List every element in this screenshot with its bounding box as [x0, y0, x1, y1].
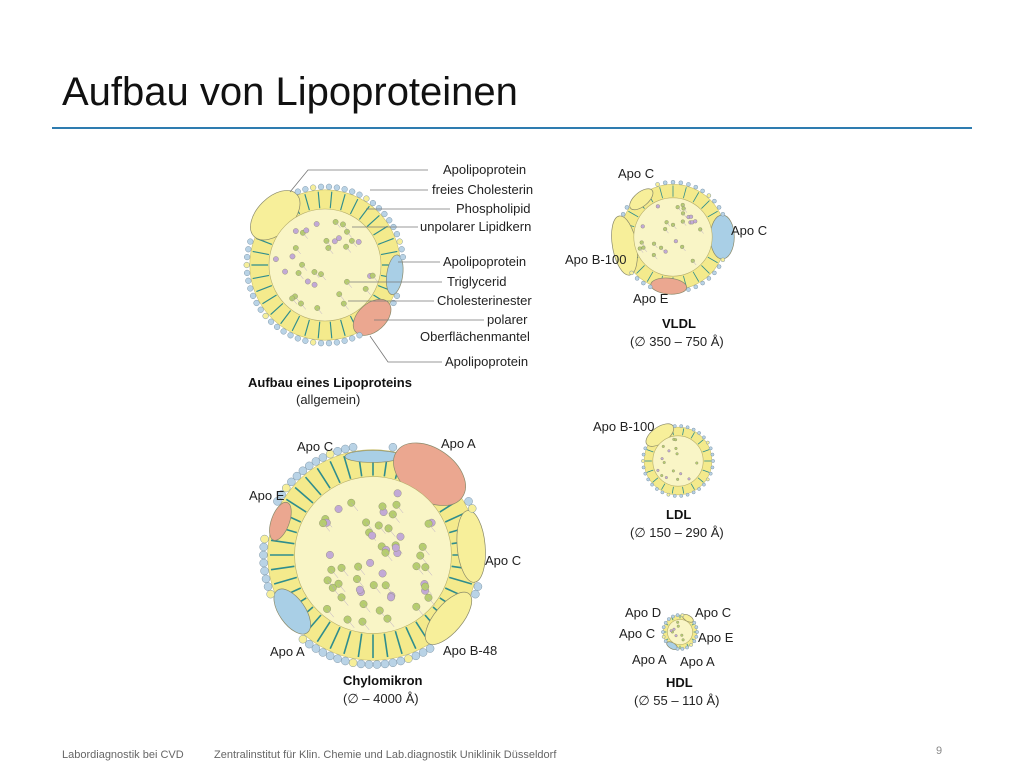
phospholipid-head	[386, 217, 392, 223]
phospholipid-head	[334, 655, 342, 663]
phospholipid-head	[263, 313, 269, 319]
phospholipid-head	[717, 205, 721, 209]
cholesterol-ester-dot	[304, 228, 309, 233]
phospholipid-head	[373, 661, 381, 669]
phospholipid-head	[326, 340, 332, 346]
triglycerid-dot	[326, 245, 331, 250]
phospholipid-head	[244, 270, 250, 276]
phospholipid-head	[694, 285, 698, 289]
phospholipid-head	[686, 426, 689, 429]
phospholipid-head	[318, 184, 324, 190]
phospholipid-head	[712, 271, 716, 275]
phospholipid-head	[250, 293, 256, 299]
phospholipid-head	[690, 643, 693, 646]
lipid-core	[269, 209, 381, 321]
phospholipid-head	[621, 212, 625, 216]
chylo-label-apo-e: Apo E	[249, 488, 285, 503]
cholesterol-ester-dot	[670, 629, 673, 632]
phospholipid-head	[671, 180, 675, 184]
phospholipid-head	[281, 329, 287, 335]
cholesterol-ester-dot	[661, 457, 664, 460]
vldl-label-apo-c-right: Apo C	[731, 223, 768, 238]
general-caption: Aufbau eines Lipoproteins	[248, 375, 412, 390]
phospholipid-head	[334, 340, 340, 346]
triglycerid-dot	[663, 461, 666, 464]
cholesterol-ester-dot	[366, 559, 373, 566]
general-lipoprotein-particle	[241, 181, 405, 346]
phospholipid-head	[254, 300, 260, 306]
cholesterol-ester-dot	[679, 472, 682, 475]
cholesterol-ester-dot	[326, 551, 333, 558]
phospholipid-head	[245, 246, 251, 252]
phospholipid-head	[365, 661, 373, 669]
phospholipid-head	[673, 425, 676, 428]
phospholipid-head	[693, 621, 696, 624]
phospholipid-head	[698, 431, 701, 434]
phospholipid-head	[397, 657, 405, 665]
phospholipid-head	[303, 186, 309, 192]
phospholipid-head	[702, 483, 705, 486]
phospholipid-head	[680, 494, 683, 497]
footer-center: Zentralinstitut für Klin. Chemie und Lab.diagnostik Uniklinik Düsseldorf	[214, 749, 557, 761]
cholesterol-ester-dot	[305, 279, 310, 284]
phospholipid-head	[635, 276, 639, 280]
phospholipid-head	[630, 271, 634, 275]
phospholipid-head	[262, 575, 270, 583]
cholesterol-ester-dot	[368, 532, 375, 539]
phospholipid-head	[662, 635, 665, 638]
lipid-core	[634, 198, 712, 276]
hdl-label-apo-e: Apo E	[698, 630, 734, 645]
phospholipid-head	[404, 655, 412, 663]
phospholipid-head	[655, 487, 658, 490]
vldl-size: (∅ 350 – 750 Å)	[630, 334, 724, 349]
phospholipid-head	[474, 583, 482, 591]
page-number: 9	[936, 745, 943, 757]
slide-title: Aufbau von Lipoproteinen	[62, 70, 518, 114]
phospholipid-head	[319, 648, 327, 656]
phospholipid-head	[701, 189, 705, 193]
phospholipid-head	[349, 189, 355, 195]
phospholipid-head	[260, 543, 268, 551]
label-phospholipid: Phospholipid	[456, 201, 531, 216]
phospholipid-head	[695, 626, 698, 629]
phospholipid-head	[681, 647, 684, 650]
triglycerid-dot	[695, 462, 698, 465]
phospholipid-head	[701, 281, 705, 285]
cholesterol-ester-dot	[282, 269, 287, 274]
triglycerid-dot	[333, 219, 338, 224]
phospholipid-head	[679, 181, 683, 185]
phospholipid-head	[295, 189, 301, 195]
phospholipid-head	[268, 319, 274, 325]
ldl-label-apo-b100: Apo B-100	[593, 419, 655, 434]
vldl-label-apo-b100: Apo B-100	[565, 252, 627, 267]
phospholipid-head	[681, 614, 684, 617]
cholesterol-ester-dot	[392, 544, 399, 551]
triglycerid-dot	[672, 470, 675, 473]
hdl-caption: HDL	[666, 675, 693, 690]
cholesterol-ester-dot	[293, 228, 298, 233]
phospholipid-head	[644, 472, 647, 475]
phospholipid-head	[349, 659, 357, 667]
phospholipid-head	[692, 491, 695, 494]
general-subcaption: (allgemein)	[296, 392, 361, 407]
hdl-label-apo-a-br: Apo A	[680, 654, 715, 669]
phospholipid-head	[426, 645, 434, 653]
chylo-caption: Chylomikron	[343, 673, 423, 688]
triglycerid-dot	[675, 447, 678, 450]
cholesterol-ester-dot	[397, 533, 404, 540]
phospholipid-head	[259, 551, 267, 559]
phospholipid-head	[648, 285, 652, 289]
cholesterol-ester-dot	[290, 254, 295, 259]
cholesterol-ester-dot	[379, 570, 386, 577]
phospholipid-head	[274, 324, 280, 330]
phospholipid-head	[399, 246, 405, 252]
apolipoprotein-shape	[345, 450, 401, 462]
phospholipid-head	[686, 288, 690, 292]
phospholipid-head	[671, 615, 674, 618]
cholesterol-ester-dot	[675, 634, 678, 637]
cholesterol-ester-dot	[356, 239, 361, 244]
phospholipid-head	[661, 491, 664, 494]
phospholipid-head	[706, 441, 709, 444]
phospholipid-head	[334, 185, 340, 191]
phospholipid-head	[721, 258, 725, 262]
phospholipid-head	[702, 436, 705, 439]
cholesterol-ester-dot	[641, 224, 645, 228]
phospholipid-head	[326, 652, 334, 660]
phospholipid-head	[692, 428, 695, 431]
cholesterol-ester-dot	[693, 219, 697, 223]
triglycerid-dot	[662, 445, 665, 448]
lipid-core	[295, 477, 452, 634]
cholesterol-ester-dot	[674, 239, 678, 243]
phospholipid-head	[465, 497, 473, 505]
phospholipid-head	[245, 278, 251, 284]
phospholipid-head	[641, 281, 645, 285]
triglycerid-dot	[676, 452, 679, 455]
phospholipid-head	[642, 453, 645, 456]
vldl-particle	[607, 180, 734, 295]
label-apolipoprotein-3: Apolipoprotein	[445, 354, 529, 369]
phospholipid-head	[686, 182, 690, 186]
phospholipid-head	[707, 194, 711, 198]
phospholipid-head	[400, 254, 406, 260]
chylo-size: (∅ – 4000 Å)	[343, 691, 419, 706]
phospholipid-head	[349, 443, 357, 451]
phospholipid-head	[664, 640, 667, 643]
cholesterol-ester-dot	[689, 215, 693, 219]
phospholipid-head	[258, 307, 264, 313]
label-lipid-core: unpolarer Lipidkern	[420, 219, 532, 234]
chylo-label-apo-c-top: Apo C	[297, 439, 334, 454]
cholesterol-ester-dot	[688, 478, 691, 481]
phospholipid-head	[711, 459, 714, 462]
vldl-caption: VLDL	[662, 316, 696, 331]
hdl-label-apo-c-tr: Apo C	[695, 605, 732, 620]
phospholipid-head	[642, 466, 645, 469]
chylo-label-apo-b48: Apo B-48	[443, 643, 498, 658]
phospholipid-head	[471, 590, 479, 598]
triglycerid-dot	[674, 438, 677, 441]
hdl-size: (∅ 55 – 110 Å)	[634, 693, 720, 708]
phospholipid-head	[662, 626, 665, 629]
phospholipid-head	[711, 466, 714, 469]
phospholipid-head	[357, 192, 363, 198]
phospholipid-head	[419, 648, 427, 656]
phospholipid-head	[267, 590, 275, 598]
cholesterol-ester-dot	[657, 469, 660, 472]
cholesterol-ester-dot	[314, 221, 319, 226]
phospholipid-head	[680, 425, 683, 428]
hdl-label-apo-d: Apo D	[625, 605, 662, 620]
phospholipid-head	[698, 487, 701, 490]
phospholipid-head	[357, 332, 363, 338]
phospholipid-head	[244, 254, 250, 260]
phospholipid-head	[667, 618, 670, 621]
cholesterol-ester-dot	[673, 628, 676, 631]
phospholipid-head	[686, 493, 689, 496]
triglycerid-dot	[660, 474, 663, 477]
phospholipid-head	[676, 647, 679, 650]
hdl-label-apo-a-bl: Apo A	[632, 652, 667, 667]
phospholipid-head	[651, 483, 654, 486]
phospholipid-head	[397, 239, 403, 245]
phospholipid-head	[389, 443, 397, 451]
phospholipid-head	[364, 196, 370, 202]
chylomikron-particle	[259, 430, 488, 669]
phospholipid-head	[394, 293, 400, 299]
phospholipid-head	[673, 494, 676, 497]
phospholipid-head	[299, 635, 307, 643]
phospholipid-head	[656, 182, 660, 186]
phospholipid-head	[685, 646, 688, 649]
phospholipid-head	[647, 478, 650, 481]
phospholipid-head	[341, 445, 349, 453]
phospholipid-head	[707, 276, 711, 280]
cholesterol-ester-dot	[665, 476, 668, 479]
phospholipid-head	[468, 504, 476, 512]
phospholipid-head	[376, 205, 382, 211]
label-apolipoprotein-2: Apolipoprotein	[443, 254, 527, 269]
phospholipid-head	[310, 340, 316, 346]
phospholipid-head	[664, 621, 667, 624]
label-triglycerid: Triglycerid	[447, 274, 507, 289]
phospholipid-head	[349, 336, 355, 342]
chylo-label-apo-c-right: Apo C	[485, 553, 522, 568]
phospholipid-head	[244, 262, 250, 268]
triglycerid-dot	[681, 634, 684, 637]
phospholipid-head	[318, 340, 324, 346]
phospholipid-head	[663, 181, 667, 185]
triglycerid-dot	[324, 238, 329, 243]
phospholipid-head	[247, 239, 253, 245]
phospholipid-head	[721, 212, 725, 216]
phospholipid-head	[625, 205, 629, 209]
phospholipid-head	[389, 659, 397, 667]
phospholipid-head	[342, 338, 348, 344]
label-free-cholesterol: freies Cholesterin	[432, 182, 534, 197]
phospholipid-head	[676, 614, 679, 617]
vldl-label-apo-c-top: Apo C	[618, 166, 655, 181]
phospholipid-head	[709, 447, 712, 450]
phospholipid-head	[709, 472, 712, 475]
phospholipid-head	[260, 559, 268, 567]
phospholipid-head	[312, 457, 320, 465]
cholesterol-ester-dot	[312, 282, 317, 287]
phospholipid-head	[641, 459, 644, 462]
phospholipid-head	[334, 447, 342, 455]
phospholipid-head	[310, 185, 316, 191]
triglycerid-dot	[676, 621, 679, 624]
label-polar-line2: Oberflächenmantel	[420, 329, 530, 344]
phospholipid-head	[264, 583, 272, 591]
cholesterol-ester-dot	[356, 586, 363, 593]
vldl-label-apo-e: Apo E	[633, 291, 669, 306]
cholesterol-ester-dot	[656, 204, 660, 208]
phospholipid-head	[711, 453, 714, 456]
phospholipid-head	[712, 199, 716, 203]
phospholipid-head	[261, 567, 269, 575]
phospholipid-head	[342, 186, 348, 192]
footer-left: Labordiagnostik bei CVD	[62, 749, 184, 761]
phospholipid-head	[303, 338, 309, 344]
hdl-label-apo-c-l: Apo C	[619, 626, 656, 641]
label-apolipoprotein-1: Apolipoprotein	[443, 162, 527, 177]
phospholipid-head	[382, 211, 388, 217]
label-polar-line1: polarer	[487, 312, 528, 327]
chylo-label-apo-a-bottom: Apo A	[270, 644, 305, 659]
hdl-particle	[661, 613, 698, 652]
phospholipid-head	[644, 447, 647, 450]
cholesterol-ester-dot	[273, 256, 278, 261]
phospholipid-head	[693, 640, 696, 643]
triglycerid-dot	[682, 639, 685, 642]
phospholipid-head	[326, 184, 332, 190]
phospholipid-head	[381, 660, 389, 668]
phospholipid-head	[288, 332, 294, 338]
cholesterol-ester-dot	[336, 235, 341, 240]
phospholipid-head	[694, 185, 698, 189]
phospholipid-head	[370, 200, 376, 206]
phospholipid-head	[295, 336, 301, 342]
chylo-label-apo-a-top: Apo A	[441, 436, 476, 451]
phospholipid-head	[661, 630, 664, 633]
cholesterol-ester-dot	[387, 594, 394, 601]
phospholipid-head	[357, 660, 365, 668]
phospholipid-head	[261, 535, 269, 543]
label-cholesterol-ester: Cholesterinester	[437, 293, 532, 308]
phospholipid-head	[706, 478, 709, 481]
ldl-caption: LDL	[666, 507, 692, 522]
triglycerid-dot	[676, 478, 679, 481]
phospholipid-head	[717, 265, 721, 269]
cholesterol-ester-dot	[335, 505, 342, 512]
phospholipid-head	[667, 493, 670, 496]
phospholipid-head	[319, 454, 327, 462]
phospholipid-head	[341, 657, 349, 665]
triglycerid-dot	[677, 625, 680, 628]
phospholipid-head	[412, 652, 420, 660]
ldl-size: (∅ 150 – 290 Å)	[630, 525, 724, 540]
cholesterol-ester-dot	[394, 490, 401, 497]
phospholipid-head	[394, 231, 400, 237]
phospholipid-head	[247, 286, 253, 292]
cholesterol-ester-dot	[668, 450, 671, 453]
